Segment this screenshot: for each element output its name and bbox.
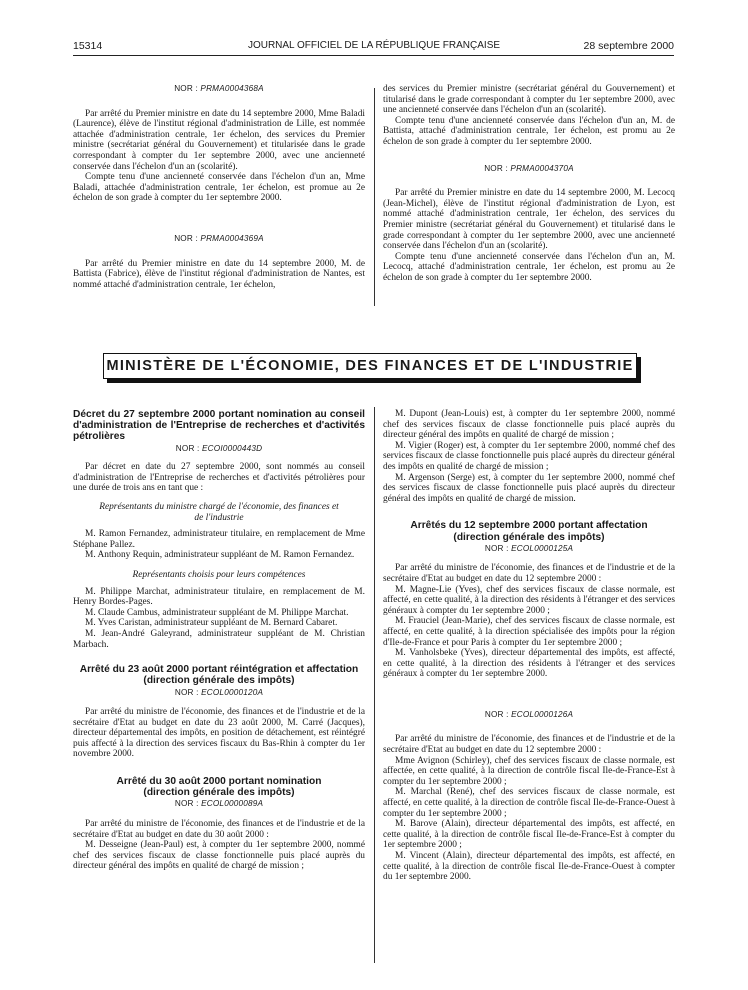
- paragraph: M. Anthony Requin, administrateur suppléant de M. Ramon Fernandez.: [85, 550, 355, 561]
- paragraph: M. Marchal (René), chef des services fiscaux de classe normale, est affecté, en cette qualité, à la direction de contrôle fiscal Ile-de-France-Ouest à compter du 1er septembre 2000 ;: [383, 787, 675, 819]
- nor-reference: NOR : PRMA0004368A: [174, 84, 264, 93]
- paragraph: Par arrêté du Premier ministre en date du 14 septembre 2000, M. Lecocq (Jean-Michel), élève de l'institut régional d'administration de Lyon, est nommé attaché d'administration centrale, 1er échelon, des services du Premier ministre (secrétariat général du Gouvernement) et titularisé dans le grade correspondant à compter du 1er septembre 2000, avec une ancienneté conservée dans l'échelon d'un an (scolarité).: [383, 188, 675, 252]
- paragraph: Par arrêté du ministre de l'économie, des finances et de l'industrie et de la secrétaire d'Etat au budget en date du 30 août 2000 :: [73, 819, 365, 840]
- paragraph: Par arrêté du Premier ministre en date du 14 septembre 2000, M. de Battista (Fabrice), élève de l'institut régional d'administration de Nantes, est nommé attaché d'administration centrale, 1er échelon,: [73, 258, 365, 290]
- paragraph: M. Claude Cambus, administrateur suppléant de M. Philippe Marchat.: [85, 607, 349, 618]
- section-title: Arrêté du 30 août 2000 portant nomination (direction générale des impôts): [116, 776, 322, 799]
- paragraph: M. Barove (Alain), directeur départemental des impôts, est affecté, en cette qualité, à la direction de contrôle fiscal Ile-de-France-Est à compter du 1er septembre 2000 ;: [383, 819, 675, 851]
- page-number: 15314: [73, 40, 103, 52]
- paragraph: M. Frauciel (Jean-Marie), chef des services fiscaux de classe normale, est affecté, en cette qualité, à la direction spécialisée des impôts pour la région d'Ile-de-France et pour Paris à compter du 1er septembre 2000 ;: [383, 616, 675, 648]
- section-title: Arrêté du 23 août 2000 portant réintégration et affectation (direction générale des impôts): [79, 664, 359, 687]
- paragraph: M. Vigier (Roger) est, à compter du 1er septembre 2000, nommé chef des services fiscaux de classe fonctionnelle puis placé auprès du directeur général des impôts en qualité de chargé de mission ;: [383, 440, 675, 472]
- paragraph: M. Jean-André Galeyrand, administrateur suppléant de M. Christian Marbach.: [73, 628, 365, 650]
- nor-reference: NOR : PRMA0004369A: [174, 233, 264, 243]
- header-date: 28 septembre 2000: [583, 40, 674, 52]
- paragraph: M. Magne-Lie (Yves), chef des services fiscaux de classe normale, est affecté, en cette qualité, à la direction des résidents à l'étranger et des services généraux à compter du 1er septembre 2000 ;: [383, 584, 675, 616]
- subheading: Représentants choisis pour leurs compétences: [132, 569, 306, 580]
- paragraph: M. Vanholsbeke (Yves), directeur départemental des impôts, est affecté, en cette qualité, à la direction des résidents à l'étranger et des services généraux à compter du 1er septembre 2000.: [383, 648, 675, 680]
- subheading: Représentants du ministre chargé de l'économie, des finances et de l'industrie: [99, 501, 339, 523]
- paragraph: des services du Premier ministre (secrétariat général du Gouvernement) et titularisé dans le grade correspondant à compter du 1er septembre 2000, avec une ancienneté conservée dans l'échelon d'un an (scolarité).: [383, 84, 675, 116]
- paragraph: M. Ramon Fernandez, administrateur titulaire, en remplacement de Mme Stéphane Pallez.: [73, 529, 365, 550]
- nor-reference: NOR : ECOL0000125A: [484, 543, 574, 553]
- lower-left-column: [73, 409, 365, 872]
- lower-right-column: [383, 409, 675, 883]
- nor-reference: NOR : PRMA0004370A: [484, 163, 574, 173]
- paragraph: M. Argenson (Serge) est, à compter du 1er septembre 2000, nommé chef des services fiscaux de classe fonctionnelle puis placé auprès du directeur général des impôts en qualité de chargé de mission.: [383, 472, 675, 504]
- nor-reference: NOR : ECOL0000120A: [174, 687, 264, 697]
- ministry-banner: MINISTÈRE DE L'ÉCONOMIE, DES FINANCES ET DE L'INDUSTRIE: [103, 353, 637, 379]
- nor-reference: NOR : ECOL0000089A: [174, 799, 264, 809]
- paragraph: Compte tenu d'une ancienneté conservée dans l'échelon d'un an, Mme Baladi, attachée d'administration centrale, 1er échelon, est promue au 2e échelon de son grade à compter du 1er septembre 2000.: [73, 172, 365, 204]
- paragraph: Par arrêté du ministre de l'économie, des finances et de l'industrie et de la secrétaire d'Etat au budget en date du 12 septembre 2000 :: [383, 734, 675, 756]
- paragraph: Par arrêté du ministre de l'économie, des finances et de l'industrie et de la secrétaire d'Etat au budget en date du 12 septembre 2000 :: [383, 563, 675, 584]
- nor-reference: NOR : ECOL0000126A: [484, 709, 574, 719]
- column-separator: [374, 407, 375, 963]
- paragraph: Par arrêté du Premier ministre en date du 14 septembre 2000, Mme Baladi (Laurence), élève de l'institut régional d'administration de Lille, est nommée attachée d'administration centrale, 1er échelon, des services du Premier ministre (secrétariat général du Gouvernement) et titularisée dans le grade correspondant à compter du 1er septembre 2000, avec une ancienneté conservée dans l'échelon d'un an (scolarité).: [73, 108, 365, 172]
- paragraph: M. Vincent (Alain), directeur départemental des impôts, est affecté, en cette qualité, à la direction de contrôle fiscal Ile-de-France-Ouest à compter du 1er septembre 2000.: [383, 851, 675, 883]
- paragraph: M. Yves Caristan, administrateur suppléant de M. Bernard Cabaret.: [85, 618, 338, 629]
- paragraph: Compte tenu d'une ancienneté conservée dans l'échelon d'un an, M. de Battista, attaché d'administration centrale, 1er échelon, est promu au 2e échelon de son grade à compter du 1er septembre 2000.: [383, 115, 675, 147]
- top-right-column: [383, 84, 675, 284]
- paragraph: M. Desseigne (Jean-Paul) est, à compter du 1er septembre 2000, nommé chef des services fiscaux de classe fonctionnelle puis placé auprès du directeur général des impôts en qualité de chargé de mission ;: [73, 840, 365, 872]
- paragraph: Par arrêté du ministre de l'économie, des finances et de l'industrie et de la secrétaire d'Etat au budget en date du 23 août 2000, M. Carré (Jacques), directeur départemental des impôts, en position de détachement, est réintégré puis affecté à la direction des services fiscaux du Bas-Rhin à compter du 1er novembre 2000.: [73, 707, 365, 760]
- journal-title: JOURNAL OFFICIEL DE LA RÉPUBLIQUE FRANÇAISE: [247, 40, 501, 51]
- header-rule: [73, 55, 674, 56]
- top-left-column: [73, 84, 365, 290]
- section-title: Arrêtés du 12 septembre 2000 portant affectation (direction générale des impôts): [410, 520, 648, 543]
- paragraph: Par décret en date du 27 septembre 2000, sont nommés au conseil d'administration de l'Entreprise de recherches et d'activités pétrolières pour une durée de trois ans en tant que :: [73, 462, 365, 494]
- nor-reference: NOR : ECOI0000443D: [175, 443, 263, 453]
- paragraph: Mme Avignon (Schirley), chef des services fiscaux de classe normale, est affectée, en cette qualité, à la direction de contrôle fiscal Ile-de-France-Est à compter du 1er septembre 2000 ;: [383, 755, 675, 787]
- column-separator: [374, 88, 375, 306]
- paragraph: M. Philippe Marchat, administrateur titulaire, en remplacement de M. Henry Bordes-Pages.: [73, 586, 365, 608]
- paragraph: Compte tenu d'une ancienneté conservée dans l'échelon d'un an, M. Lecocq, attaché d'administration centrale, 1er échelon, est promu au 2e échelon de son grade à compter du 1er septembre 2000.: [383, 251, 675, 283]
- paragraph: M. Dupont (Jean-Louis) est, à compter du 1er septembre 2000, nommé chef des services fiscaux de classe fonctionnelle puis placé auprès du directeur général des impôts en qualité de chargé de mission ;: [383, 409, 675, 441]
- section-title: Décret du 27 septembre 2000 portant nomination au conseil d'administration de l'Entreprise de recherches et d'activités pétrolières: [73, 409, 365, 443]
